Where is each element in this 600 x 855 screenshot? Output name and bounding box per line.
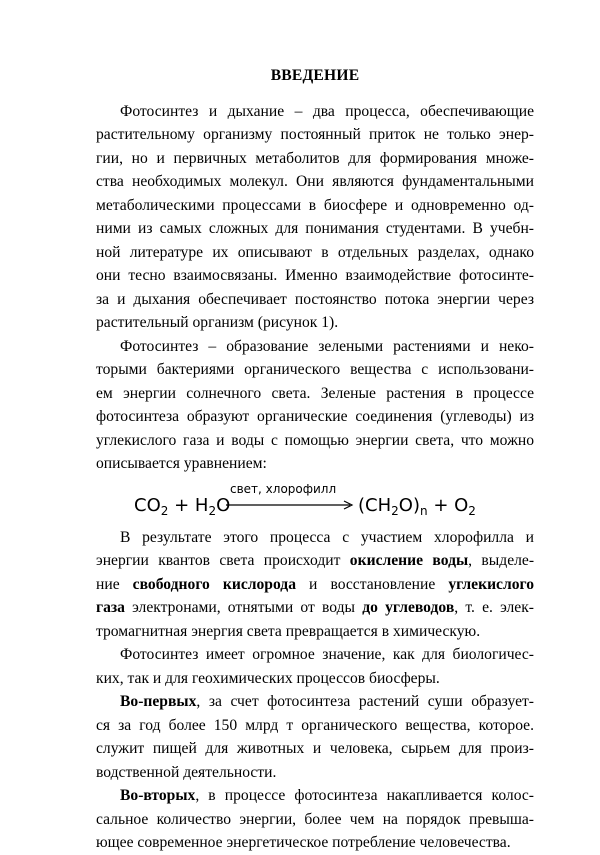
text-line: гии, но и первичных метаболитов для формирования множе- [96, 149, 534, 167]
bold-term: окисление воды [349, 552, 469, 569]
reaction-arrow-icon [226, 500, 354, 510]
text-line: метаболическими процессами в биосфере и одновременно од- [96, 196, 534, 214]
bold-term: углекислого [448, 575, 535, 593]
bold-term: Во-вторых [120, 787, 196, 804]
paragraph-6 [96, 784, 534, 855]
text-line: ем энергии солнечного света. Зеленые растения в процессе [96, 384, 534, 402]
text-line: ними из самых сложных для понимания студентами. В учебн- [96, 220, 534, 237]
text-line: тромагнитная энергия света превращается в химическую. [96, 622, 481, 640]
text-line: фотосинтеза образуют органические соединения (углеводы) из [96, 408, 534, 425]
text-line: описывается уравнением: [96, 455, 267, 472]
text-line: торыми бактериями органического вещества с использовани- [96, 361, 534, 378]
text-line: ких, так и для геохимических процессов биосферы. [96, 669, 440, 687]
paragraph-1 [96, 100, 534, 335]
text-line: газа электронами, отнятыми от воды до углеводов, т. е. элек- [96, 599, 534, 616]
bold-term: свободного кислорода [132, 575, 296, 593]
text-line: ной литературе их описывают в отдельных разделах, однако [96, 243, 534, 261]
text-line: сальное количество энергии, более чем на порядок превыша- [96, 810, 534, 828]
text-line: они тесно взаимосвязаны. Именно взаимодействие фотосинте- [96, 267, 534, 284]
text-line: ние свободного кислорода и восстановление углекислого [96, 575, 535, 593]
equation-reactants: $CO_2 + H_2O$ [134, 494, 231, 518]
text-line: ющее современное энергетическое потребление человечества. [96, 834, 511, 851]
text-line: за и дыхания обеспечивает постоянство потока энергии через [96, 290, 534, 308]
paragraph-5 [96, 690, 534, 784]
paragraph-4 [96, 643, 534, 690]
text-line: углекислого газа и воды с помощью энергии света, что можно [96, 431, 534, 449]
text-line: ся за год более 150 млрд т органического вещества, которое. [96, 716, 534, 734]
text-line: Фотосинтез имеет огромное значение, как для биологичес- [120, 646, 534, 663]
text-line: В результате этого процесса с участием хлорофилла и [120, 528, 534, 546]
bold-term: Во-первых [120, 693, 197, 710]
paragraph-3 [96, 526, 534, 644]
section-title: ВВЕДЕНИЕ [270, 67, 360, 84]
photosynthesis-equation [96, 478, 534, 526]
text-line: Фотосинтез – образование зелеными растениями и неко- [120, 337, 534, 355]
bold-term: газа [96, 599, 125, 616]
text-line: Фотосинтез и дыхание – два процесса, обеспечивающие [120, 102, 534, 120]
equation-products: $(CH_2O)_n + O_2$ [358, 494, 476, 518]
text-line: энергии квантов света происходит окисление воды, выделе- [96, 552, 535, 569]
text-line: водственной деятельности. [96, 763, 277, 781]
paragraph-2 [96, 335, 534, 476]
text-line: растительному организму постоянный приток не только энер- [96, 126, 534, 143]
text-line: растительный организм (рисунок 1). [96, 314, 339, 331]
text-line: ства необходимых молекул. Они являются фундаментальными [96, 173, 534, 190]
text-line: служит пищей для животных и человека, сырьем для произ- [96, 740, 534, 757]
text-line: Во-первых, за счет фотосинтеза растений суши образует- [120, 693, 534, 710]
text-line: Во-вторых, в процессе фотосинтеза накапливается колос- [120, 787, 534, 804]
document-page [96, 64, 534, 855]
bold-term: до углеводов [362, 599, 455, 616]
arrow-condition-label: свет, хлорофилл [230, 481, 337, 496]
